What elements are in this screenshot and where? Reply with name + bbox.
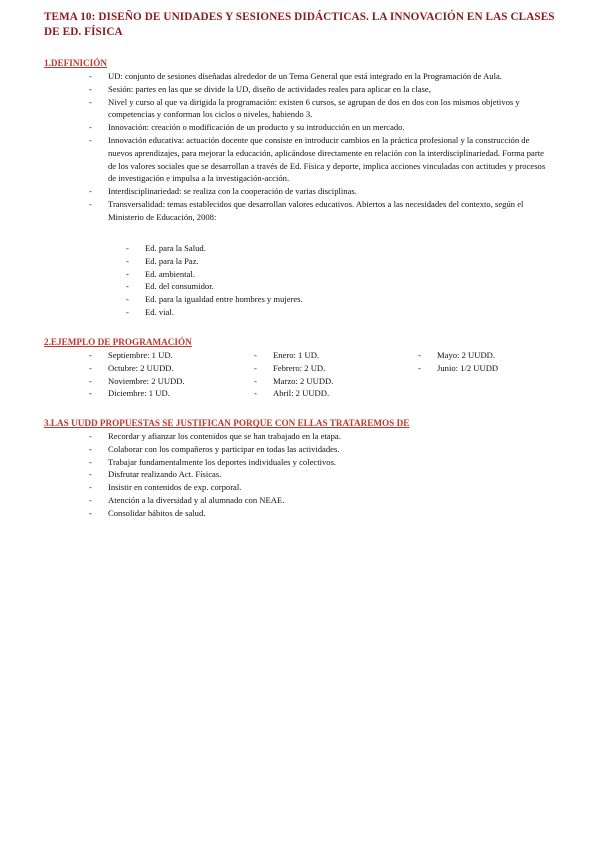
definition-list: [89, 70, 551, 224]
section-heading-programacion: 2.EJEMPLO DE PROGRAMACIÓN: [44, 337, 192, 347]
list-item: - Atención a la diversidad y al alumnado con NEAE.: [89, 494, 551, 507]
sub-list-item: - Ed. del consumidor.: [126, 280, 426, 293]
transversal-topics-list: [126, 242, 426, 319]
list-item: - Sesión: partes en las que se divide la UD, diseño de actividades reales para aplicar en la clase,: [89, 83, 551, 96]
sub-list-item: - Ed. para la Salud.: [126, 242, 426, 255]
list-item: - Transversalidad: temas establecidos que desarrollan valores educativos. Abiertos a las necesidades del contexto, según el Ministerio de Educación, 2008:: [89, 198, 551, 224]
month-item: - Mayo: 2 UUDD.: [418, 349, 568, 362]
section-heading-definicion: 1.DEFINICIÓN: [44, 58, 108, 68]
sub-list-item: - Ed. vial.: [126, 306, 426, 319]
list-item: - Disfrutar realizando Act. Físicas.: [89, 468, 551, 481]
months-column-3: [418, 349, 568, 375]
month-item: - Diciembre: 1 UD.: [89, 387, 239, 400]
month-item: - Junio: 1/2 UUDD: [418, 362, 568, 375]
sub-list-item: - Ed. para la Paz.: [126, 255, 426, 268]
list-item: - Consolidar hábitos de salud.: [89, 507, 551, 520]
month-item: - Octubre: 2 UUDD.: [89, 362, 239, 375]
months-column-1: [89, 349, 239, 400]
month-item: - Enero: 1 UD.: [254, 349, 404, 362]
section-heading-justificacion: 3.LAS UUDD PROPUESTAS SE JUSTIFICAN PORQUE CON ELLAS TRATAREMOS DE: [44, 418, 410, 428]
list-item: - Interdisciplinariedad: se realiza con la cooperación de varias disciplinas.: [89, 185, 551, 198]
list-item: - Innovación educativa: actuación docente que consiste en introducir cambios en la práctica profesional y la construcción de nuevos aprendizajes, para mejorar la educación, aplicándose directamente en relación con la interdisciplinariedad. Forma parte de los valores sociales que se desarrollan a través de Ed. Física y deporte, implica acciones vinculadas con actitudes y procesos de investigación e impulsa a la investigación-acción.: [89, 134, 551, 185]
month-item: - Noviembre: 2 UUDD.: [89, 375, 239, 388]
list-item: - Trabajar fundamentalmente los deportes individuales y colectivos.: [89, 456, 551, 469]
sub-list-item: - Ed. ambiental.: [126, 268, 426, 281]
list-item: - Insistir en contenidos de exp. corporal.: [89, 481, 551, 494]
month-item: - Febrero: 2 UD.: [254, 362, 404, 375]
month-item: - Abril: 2 UUDD.: [254, 387, 404, 400]
month-item: - Marzo: 2 UUDD.: [254, 375, 404, 388]
list-item: - Recordar y afianzar los contenidos que se han trabajado en la etapa.: [89, 430, 551, 443]
list-item: - Colaborar con los compañeros y participar en todas las actividades.: [89, 443, 551, 456]
month-item: - Septiembre: 1 UD.: [89, 349, 239, 362]
justification-list: [89, 430, 551, 520]
months-column-2: [254, 349, 404, 400]
list-item: - Nivel y curso al que va dirigida la programación: existen 6 cursos, se agrupan de dos en dos con los mismos objetivos y competencias y conforman los ciclos o niveles, habiendo 3.: [89, 96, 551, 122]
list-item: - UD: conjunto de sesiones diseñadas alrededor de un Tema General que está integrado en la Programación de Aula.: [89, 70, 551, 83]
sub-list-item: - Ed. para la igualdad entre hombres y mujeres.: [126, 293, 426, 306]
list-item: - Innovación: creación o modificación de un producto y su introducción en un mercado.: [89, 121, 551, 134]
document-title: TEMA 10: DISEÑO DE UNIDADES Y SESIONES DIDÁCTICAS. LA INNOVACIÓN EN LAS CLASES DE ED. FÍSICA: [44, 11, 555, 38]
